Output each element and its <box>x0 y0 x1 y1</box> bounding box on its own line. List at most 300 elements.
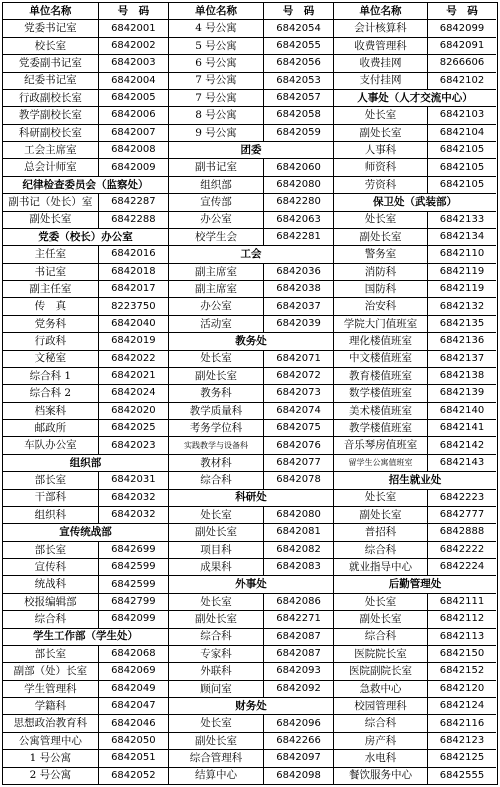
phone-number-cell: 6842038 <box>276 283 321 295</box>
section-heading: 教务处 <box>235 335 267 348</box>
unit-name-cell: 7 号公寓 <box>169 90 264 106</box>
phone-number-cell: 6842018 <box>111 265 156 277</box>
unit-name-cell: 综合科 <box>3 611 99 627</box>
phone-number-cell: 8266606 <box>439 57 485 69</box>
section-heading: 学生工作部（学生处） <box>33 630 138 643</box>
phone-number-cell: 6842699 <box>111 543 156 555</box>
unit-name-cell: 副主席室 <box>169 281 264 297</box>
table-row <box>334 594 496 611</box>
phone-number-cell: 6842025 <box>111 422 156 434</box>
table-row <box>3 437 168 454</box>
unit-name-cell: 教学质量科 <box>169 403 264 419</box>
phone-number-cell: 6842102 <box>439 74 485 86</box>
table-row <box>3 385 168 402</box>
unit-name-cell: 党委书记室 <box>3 20 99 36</box>
unit-name-cell: 6 号公寓 <box>169 55 264 71</box>
unit-name-cell: 学籍科 <box>3 698 99 714</box>
table-row <box>3 750 168 767</box>
phone-number-cell: 6842006 <box>111 109 156 121</box>
phone-number-cell: 6842888 <box>439 526 485 538</box>
phone-number-cell: 6842086 <box>276 595 321 607</box>
phone-number-cell: 6842037 <box>276 300 321 312</box>
phone-number-cell: 6842075 <box>276 422 321 434</box>
section-heading-row <box>3 229 168 246</box>
table-row <box>3 55 168 72</box>
unit-name-cell: 部长室 <box>3 646 99 662</box>
unit-name-cell: 5 号公寓 <box>169 38 264 54</box>
phone-number-cell: 6842078 <box>276 474 321 486</box>
table-row <box>3 281 168 298</box>
table-row <box>169 90 333 107</box>
table-row <box>334 629 496 646</box>
phone-number-cell: 6842281 <box>276 231 321 243</box>
table-row <box>169 298 333 315</box>
unit-name-cell: 传 真 <box>3 298 99 314</box>
phone-number-cell: 6842125 <box>439 752 485 764</box>
header-name-cell: 单位名称 <box>334 3 428 19</box>
section-heading: 党委（校长）办公室 <box>38 230 133 243</box>
phone-number-cell: 6842097 <box>276 752 321 764</box>
unit-name-cell: 处长室 <box>169 715 264 731</box>
unit-name-cell: 消防科 <box>334 264 428 280</box>
table-row <box>3 507 168 524</box>
phone-number-cell: 6842060 <box>276 161 321 173</box>
phone-number-cell: 6842049 <box>111 682 156 694</box>
table-row <box>334 20 496 37</box>
phone-number-cell: 6842007 <box>111 126 156 138</box>
table-row <box>334 646 496 663</box>
unit-name-cell: 就业指导中心 <box>334 559 428 575</box>
unit-name-cell: 房产科 <box>334 733 428 749</box>
unit-name-cell: 教材科 <box>169 455 264 471</box>
table-row <box>334 125 496 142</box>
unit-name-cell: 副处长室 <box>169 611 264 627</box>
unit-name-cell: 餐饮服务中心 <box>334 768 428 784</box>
phone-number-cell: 6842040 <box>111 317 156 329</box>
phone-number-cell: 6842002 <box>111 39 156 51</box>
section-heading-row <box>169 142 333 159</box>
table-row <box>334 524 496 541</box>
section-heading: 宣传统战部 <box>59 526 112 539</box>
phone-number-cell: 6842224 <box>439 561 485 573</box>
table-row <box>3 472 168 489</box>
phone-number-cell: 6842081 <box>276 526 321 538</box>
unit-name-cell: 数学楼值班室 <box>334 385 428 401</box>
unit-name-cell: 书记室 <box>3 264 99 280</box>
table-row <box>169 524 333 541</box>
phone-number-cell: 6842777 <box>439 509 485 521</box>
phone-number-cell: 6842099 <box>111 613 156 625</box>
phone-number-cell: 6842017 <box>111 283 156 295</box>
unit-name-cell: 组织部 <box>169 177 264 193</box>
phone-number-cell: 6842139 <box>439 387 485 399</box>
table-row <box>169 316 333 333</box>
unit-name-cell: 学院大门值班室 <box>334 316 428 332</box>
table-row <box>3 351 168 368</box>
unit-name-cell: 美术楼值班室 <box>334 403 428 419</box>
table-row <box>334 107 496 124</box>
unit-name-cell: 文秘室 <box>3 351 99 367</box>
phone-number-cell: 6842059 <box>276 126 321 138</box>
phone-number-cell: 6842032 <box>111 509 156 521</box>
phone-number-cell: 6842113 <box>439 630 485 642</box>
unit-name-cell: 教务科 <box>169 385 264 401</box>
phone-number-cell: 6842099 <box>439 22 485 34</box>
phone-number-cell: 6842080 <box>276 509 321 521</box>
phone-number-cell: 6842135 <box>439 317 485 329</box>
unit-name-cell: 思想政治教育科 <box>3 715 99 731</box>
table-row <box>334 455 496 472</box>
phone-number-cell: 6842599 <box>111 561 156 573</box>
phone-number-cell: 6842003 <box>111 57 156 69</box>
table-row <box>3 246 168 263</box>
table-row <box>334 490 496 507</box>
table-row <box>169 351 333 368</box>
table-row <box>3 212 168 229</box>
unit-name-cell: 行政副校长室 <box>3 90 99 106</box>
phone-number-cell: 6842280 <box>276 196 321 208</box>
unit-name-cell: 综合科 <box>334 542 428 558</box>
unit-name-cell: 主任室 <box>3 246 99 262</box>
table-row <box>169 715 333 732</box>
section-heading-row <box>169 333 333 350</box>
phone-number-cell: 6842123 <box>439 734 485 746</box>
phone-number-cell: 6842105 <box>439 178 485 190</box>
table-row <box>169 594 333 611</box>
table-row <box>3 681 168 698</box>
phone-number-cell: 6842058 <box>276 109 321 121</box>
unit-name-cell: 邮政所 <box>3 420 99 436</box>
phone-number-cell: 6842050 <box>111 734 156 746</box>
phone-number-cell: 6842104 <box>439 126 485 138</box>
table-row <box>334 177 496 194</box>
table-row <box>169 663 333 680</box>
table-row <box>334 142 496 159</box>
phone-number-cell: 8223750 <box>111 300 156 312</box>
phone-number-cell: 6842150 <box>439 648 485 660</box>
phone-number-cell: 6842092 <box>276 682 321 694</box>
header-row <box>3 3 168 20</box>
table-row <box>3 490 168 507</box>
unit-name-cell: 部长室 <box>3 542 99 558</box>
unit-name-cell: 成果科 <box>169 559 264 575</box>
table-row <box>334 212 496 229</box>
table-row <box>3 698 168 715</box>
unit-name-cell: 收费挂网 <box>334 55 428 71</box>
section-heading: 工会 <box>240 248 262 261</box>
phone-number-cell: 6842021 <box>111 370 156 382</box>
phone-number-cell: 6842074 <box>276 404 321 416</box>
phone-number-cell: 6842008 <box>111 144 156 156</box>
unit-name-cell: 急救中心 <box>334 681 428 697</box>
table-row <box>3 646 168 663</box>
unit-name-cell: 顾问室 <box>169 681 264 697</box>
section-heading-row <box>334 472 496 489</box>
unit-name-cell: 工会主席室 <box>3 142 99 158</box>
table-row <box>334 264 496 281</box>
unit-name-cell: 普招科 <box>334 524 428 540</box>
phone-number-cell: 6842119 <box>439 283 485 295</box>
section-heading-row <box>169 490 333 507</box>
phone-number-cell: 6842132 <box>439 300 485 312</box>
phone-number-cell: 6842032 <box>111 491 156 503</box>
phone-number-cell: 6842072 <box>276 370 321 382</box>
phone-number-cell: 6842020 <box>111 404 156 416</box>
table-row <box>3 38 168 55</box>
unit-name-cell: 警务室 <box>334 246 428 262</box>
table-row <box>169 437 333 454</box>
table-row <box>169 385 333 402</box>
phone-number-cell: 6842098 <box>276 769 321 781</box>
table-row <box>3 420 168 437</box>
phone-number-cell: 6842046 <box>111 717 156 729</box>
phone-number-cell: 6842039 <box>276 317 321 329</box>
unit-name-cell: 收费管理科 <box>334 38 428 54</box>
unit-name-cell: 综合管理科 <box>169 750 264 766</box>
table-row <box>334 229 496 246</box>
table-row <box>3 594 168 611</box>
unit-name-cell: 考务学位科 <box>169 420 264 436</box>
phone-number-cell: 6842001 <box>111 22 156 34</box>
phone-number-cell: 6842110 <box>439 248 485 260</box>
table-row <box>3 142 168 159</box>
section-heading: 组织部 <box>69 456 102 469</box>
section-heading-row <box>334 194 496 211</box>
unit-name-cell: 副处长室 <box>334 507 428 523</box>
table-row <box>3 107 168 124</box>
table-row <box>3 611 168 628</box>
table-row <box>169 368 333 385</box>
table-row <box>169 212 333 229</box>
unit-name-cell: 校长室 <box>3 38 99 54</box>
unit-name-cell: 校学生会 <box>169 229 264 245</box>
table-row <box>169 55 333 72</box>
table-row <box>334 298 496 315</box>
table-row <box>334 246 496 263</box>
table-row <box>334 38 496 55</box>
unit-name-cell: 治安科 <box>334 298 428 314</box>
table-row <box>334 368 496 385</box>
table-row <box>169 768 333 784</box>
table-row <box>334 316 496 333</box>
unit-name-cell: 副处长室 <box>334 611 428 627</box>
unit-name-cell: 专家科 <box>169 646 264 662</box>
unit-name-cell: 行政科 <box>3 333 99 349</box>
unit-name-cell: 活动室 <box>169 316 264 332</box>
table-row <box>334 333 496 350</box>
phone-number-cell: 6842138 <box>439 370 485 382</box>
directory-column-3 <box>334 3 496 784</box>
unit-name-cell: 教学楼值班室 <box>334 420 428 436</box>
unit-name-cell: 水电科 <box>334 750 428 766</box>
phone-number-cell: 6842009 <box>111 161 156 173</box>
table-row <box>3 715 168 732</box>
table-row <box>169 750 333 767</box>
table-row <box>334 403 496 420</box>
table-row <box>169 264 333 281</box>
table-row <box>334 750 496 767</box>
unit-name-cell: 学生管理科 <box>3 681 99 697</box>
unit-name-cell: 医院副院长室 <box>334 663 428 679</box>
phone-number-cell: 6842051 <box>111 752 156 764</box>
unit-name-cell: 实践教学与设备科 <box>169 437 264 453</box>
unit-name-cell: 会计核算科 <box>334 20 428 36</box>
section-heading: 后勤管理处 <box>388 578 442 591</box>
unit-name-cell: 教学副校长室 <box>3 107 99 123</box>
section-heading: 财务处 <box>235 699 267 712</box>
section-heading: 纪律检查委员会（监察处） <box>22 178 149 191</box>
table-row <box>169 611 333 628</box>
unit-name-cell: 综合科 <box>169 472 264 488</box>
phone-number-cell: 6842134 <box>439 231 485 243</box>
phone-number-cell: 6842096 <box>276 717 321 729</box>
phone-number-cell: 6842116 <box>439 717 485 729</box>
phone-number-cell: 6842082 <box>276 543 321 555</box>
unit-name-cell: 组织科 <box>3 507 99 523</box>
unit-name-cell: 留学生公寓值班室 <box>334 455 428 471</box>
table-row <box>169 20 333 37</box>
table-row <box>3 298 168 315</box>
section-heading: 外事处 <box>235 578 267 591</box>
section-heading-row <box>169 576 333 593</box>
directory-column-1 <box>3 3 169 784</box>
table-row <box>3 194 168 211</box>
phone-number-cell: 6842087 <box>276 648 321 660</box>
unit-name-cell: 师资科 <box>334 159 428 175</box>
table-row <box>169 455 333 472</box>
phone-number-cell: 6842004 <box>111 74 156 86</box>
table-row <box>3 264 168 281</box>
table-row <box>3 316 168 333</box>
phone-number-cell: 6842036 <box>276 265 321 277</box>
unit-name-cell: 处长室 <box>169 351 264 367</box>
header-number-cell: 号 码 <box>446 4 478 17</box>
table-row <box>334 681 496 698</box>
phone-number-cell: 6842137 <box>439 352 485 364</box>
unit-name-cell: 处长室 <box>334 212 428 228</box>
table-row <box>169 107 333 124</box>
unit-name-cell: 副书记（处长）室 <box>3 194 99 210</box>
unit-name-cell: 处长室 <box>169 594 264 610</box>
phone-number-cell: 6842152 <box>439 665 485 677</box>
unit-name-cell: 副主席室 <box>169 264 264 280</box>
unit-name-cell: 副处长室 <box>169 524 264 540</box>
table-row <box>334 542 496 559</box>
unit-name-cell: 综合科 2 <box>3 385 99 401</box>
table-row <box>169 542 333 559</box>
table-row <box>334 420 496 437</box>
table-row <box>169 681 333 698</box>
table-row <box>334 73 496 90</box>
phone-number-cell: 6842142 <box>439 439 485 451</box>
phone-number-cell: 6842105 <box>439 144 485 156</box>
unit-name-cell: 办公室 <box>169 212 264 228</box>
table-row <box>3 663 168 680</box>
table-row <box>334 663 496 680</box>
unit-name-cell: 综合科 <box>334 715 428 731</box>
unit-name-cell: 档案科 <box>3 403 99 419</box>
table-row <box>3 768 168 784</box>
phone-number-cell: 6842054 <box>276 22 321 34</box>
section-heading-row <box>169 246 333 263</box>
table-row <box>3 576 168 593</box>
unit-name-cell: 外联科 <box>169 663 264 679</box>
table-row <box>3 159 168 176</box>
table-row <box>169 229 333 246</box>
table-row <box>169 629 333 646</box>
header-row <box>334 3 496 20</box>
phone-number-cell: 6842119 <box>439 265 485 277</box>
table-row <box>334 559 496 576</box>
unit-name-cell: 处长室 <box>334 490 428 506</box>
unit-name-cell: 理化楼值班室 <box>334 333 428 349</box>
unit-name-cell: 7 号公寓 <box>169 73 264 89</box>
phone-number-cell: 6842599 <box>111 578 156 590</box>
unit-name-cell: 中文楼值班室 <box>334 351 428 367</box>
phone-number-cell: 6842223 <box>439 491 485 503</box>
table-row <box>334 715 496 732</box>
phone-number-cell: 6842133 <box>439 213 485 225</box>
table-row <box>334 733 496 750</box>
unit-name-cell: 宣传科 <box>3 559 99 575</box>
table-row <box>334 698 496 715</box>
section-heading-row <box>3 629 168 646</box>
table-row <box>3 90 168 107</box>
phone-number-cell: 6842140 <box>439 404 485 416</box>
table-row <box>334 437 496 454</box>
unit-name-cell: 项目科 <box>169 542 264 558</box>
unit-name-cell: 副主任室 <box>3 281 99 297</box>
section-heading-row <box>3 524 168 541</box>
phone-number-cell: 6842053 <box>276 74 321 86</box>
table-row <box>169 38 333 55</box>
phone-number-cell: 6842799 <box>111 595 156 607</box>
unit-name-cell: 综合科 <box>334 629 428 645</box>
table-row <box>169 646 333 663</box>
unit-name-cell: 校园管理科 <box>334 698 428 714</box>
unit-name-cell: 2 号公寓 <box>3 768 99 784</box>
unit-name-cell: 综合科 1 <box>3 368 99 384</box>
phone-number-cell: 6842143 <box>439 456 485 468</box>
unit-name-cell: 国防科 <box>334 281 428 297</box>
table-row <box>169 507 333 524</box>
table-row <box>334 281 496 298</box>
section-heading-row <box>334 576 496 593</box>
phone-number-cell: 6842111 <box>439 595 485 607</box>
phone-number-cell: 6842069 <box>111 665 156 677</box>
table-row <box>3 20 168 37</box>
table-row <box>334 55 496 72</box>
table-row <box>3 559 168 576</box>
unit-name-cell: 人事科 <box>334 142 428 158</box>
table-row <box>169 559 333 576</box>
phone-number-cell: 6842063 <box>276 213 321 225</box>
section-heading: 保卫处（武装部） <box>373 196 457 209</box>
directory-column-2 <box>169 3 334 784</box>
phone-number-cell: 6842266 <box>276 734 321 746</box>
phone-number-cell: 6842087 <box>276 630 321 642</box>
section-heading-row <box>334 90 496 107</box>
unit-name-cell: 教育楼值班室 <box>334 368 428 384</box>
phone-number-cell: 6842080 <box>276 178 321 190</box>
unit-name-cell: 校报编辑部 <box>3 594 99 610</box>
table-row <box>3 733 168 750</box>
table-row <box>169 159 333 176</box>
unit-name-cell: 处长室 <box>169 507 264 523</box>
section-heading: 人事处（人才交流中心） <box>357 91 473 104</box>
unit-name-cell: 结算中心 <box>169 768 264 784</box>
table-row <box>169 73 333 90</box>
